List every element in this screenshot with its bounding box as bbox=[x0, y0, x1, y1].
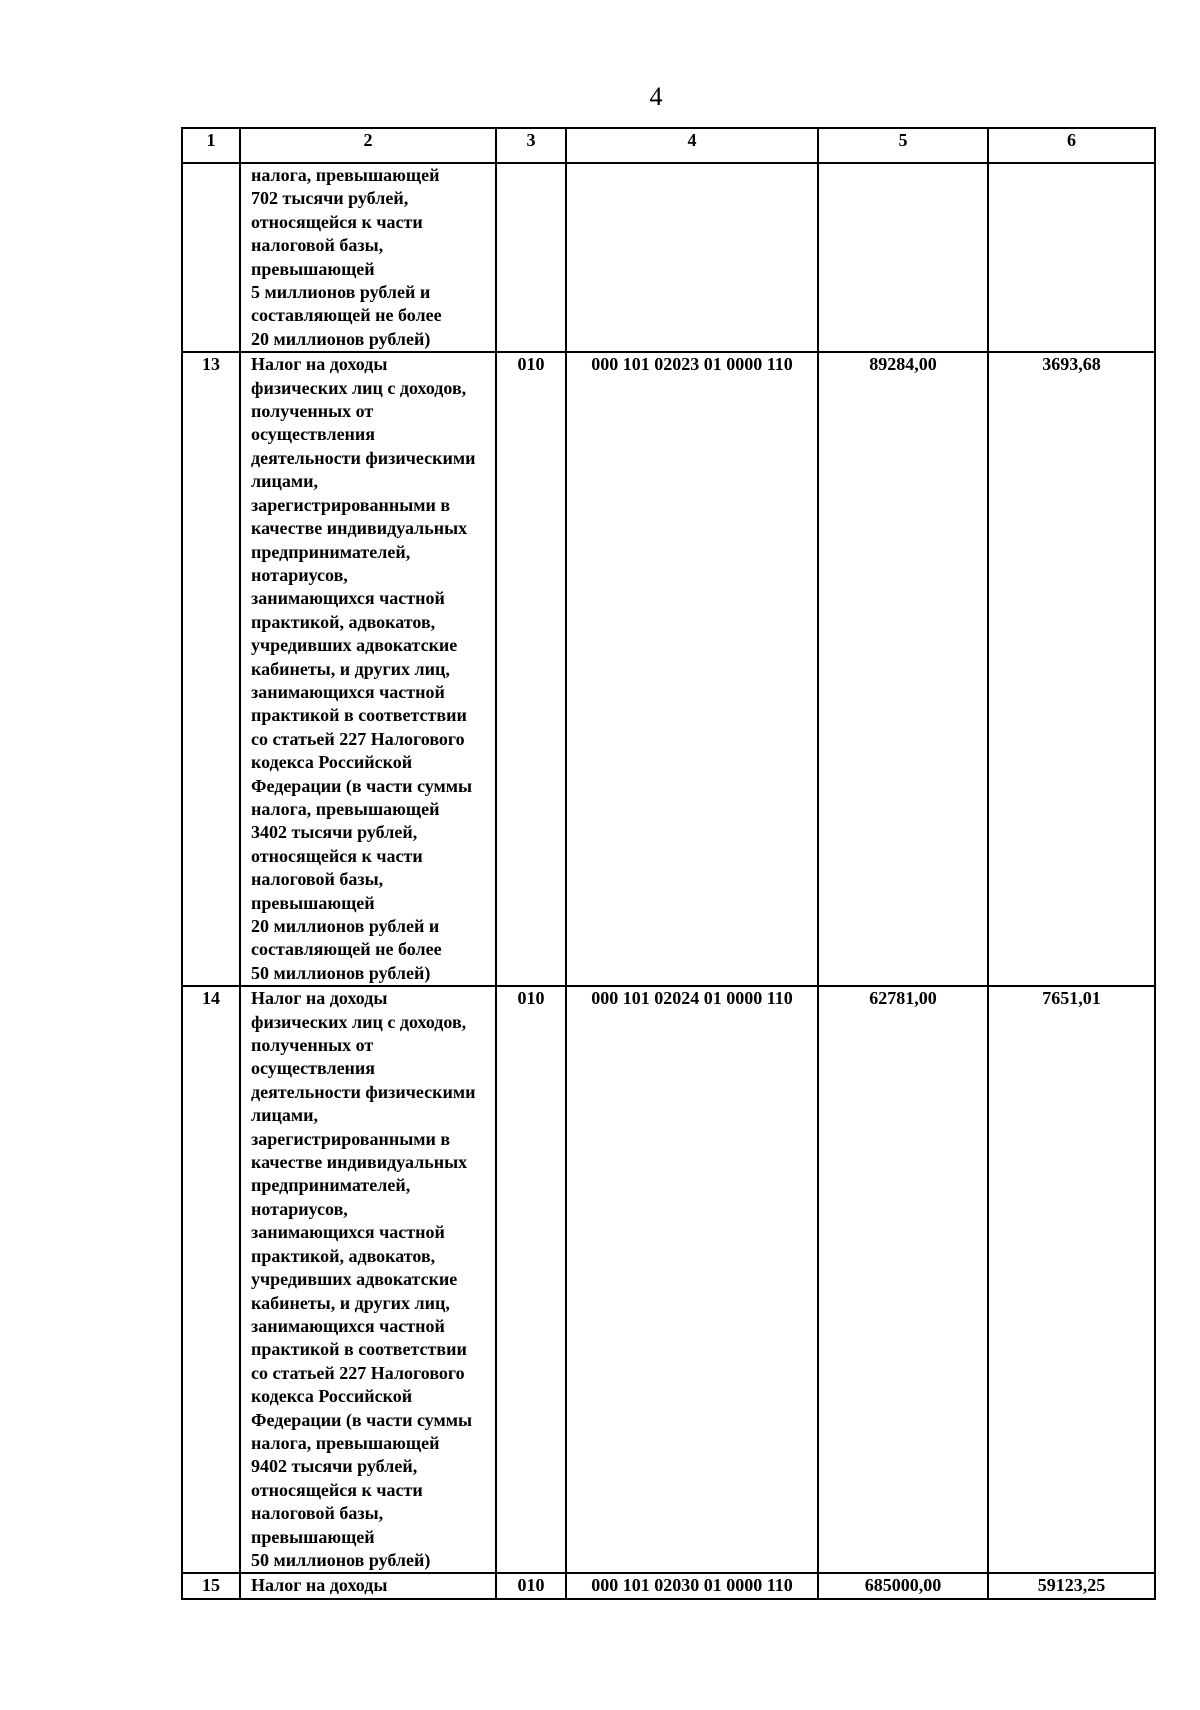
plan-cell: 62781,00 bbox=[818, 986, 988, 1573]
column-header: 3 bbox=[496, 128, 566, 163]
name-cell: Налог на доходы физических лиц с доходов, полученных от осуществления деятельности физическими лицами, зарегистрированными в качестве индивидуальных предпринимателей, нотариусов, занимающихся частной практикой, адвокатов, учредивших адвокатские кабинеты, и других лиц, занимающихся частной практикой в соответствии со статьей 227 Налогового кодекса Российской Федерации (в части суммы налога, превышающей 3402 тысячи рублей, относящейся к части налоговой базы, превышающей 20 миллионов рублей и составляющей не более 50 миллионов рублей) bbox=[240, 352, 496, 986]
line-code-cell: 010 bbox=[496, 986, 566, 1573]
table-row bbox=[182, 1573, 1155, 1598]
kbk-cell bbox=[566, 163, 818, 352]
fact-cell: 59123,25 bbox=[988, 1573, 1155, 1598]
line-code-cell: 010 bbox=[496, 1573, 566, 1598]
line-code-cell: 010 bbox=[496, 352, 566, 986]
table-row bbox=[182, 163, 1155, 352]
row-number-cell: 15 bbox=[182, 1573, 240, 1598]
line-code-cell bbox=[496, 163, 566, 352]
column-header: 1 bbox=[182, 128, 240, 163]
kbk-cell: 000 101 02024 01 0000 110 bbox=[566, 986, 818, 1573]
row-number-cell bbox=[182, 163, 240, 352]
name-cell: налога, превышающей 702 тысячи рублей, относящейся к части налоговой базы, превышающей 5 миллионов рублей и составляющей не более 20 миллионов рублей) bbox=[240, 163, 496, 352]
column-header: 5 bbox=[818, 128, 988, 163]
plan-cell: 685000,00 bbox=[818, 1573, 988, 1598]
row-number-cell: 14 bbox=[182, 986, 240, 1573]
kbk-cell: 000 101 02023 01 0000 110 bbox=[566, 352, 818, 986]
fact-cell bbox=[988, 163, 1155, 352]
fact-cell: 7651,01 bbox=[988, 986, 1155, 1573]
table-row bbox=[182, 352, 1155, 986]
column-header: 2 bbox=[240, 128, 496, 163]
fact-cell: 3693,68 bbox=[988, 352, 1155, 986]
name-cell: Налог на доходы физических лиц с доходов, полученных от осуществления деятельности физическими лицами, зарегистрированными в качестве индивидуальных предпринимателей, нотариусов, занимающихся частной практикой, адвокатов, учредивших адвокатские кабинеты, и других лиц, занимающихся частной практикой в соответствии со статьей 227 Налогового кодекса Российской Федерации (в части суммы налога, превышающей 9402 тысячи рублей, относящейся к части налоговой базы, превышающей 50 миллионов рублей) bbox=[240, 986, 496, 1573]
page-number: 4 bbox=[649, 82, 663, 111]
table-header-row bbox=[182, 128, 1155, 163]
table-row bbox=[182, 986, 1155, 1573]
column-header: 6 bbox=[988, 128, 1155, 163]
name-cell: Налог на доходы bbox=[240, 1573, 496, 1598]
column-header: 4 bbox=[566, 128, 818, 163]
row-number-cell: 13 bbox=[182, 352, 240, 986]
kbk-cell: 000 101 02030 01 0000 110 bbox=[566, 1573, 818, 1598]
plan-cell bbox=[818, 163, 988, 352]
revenue-table bbox=[181, 127, 1156, 1600]
plan-cell: 89284,00 bbox=[818, 352, 988, 986]
